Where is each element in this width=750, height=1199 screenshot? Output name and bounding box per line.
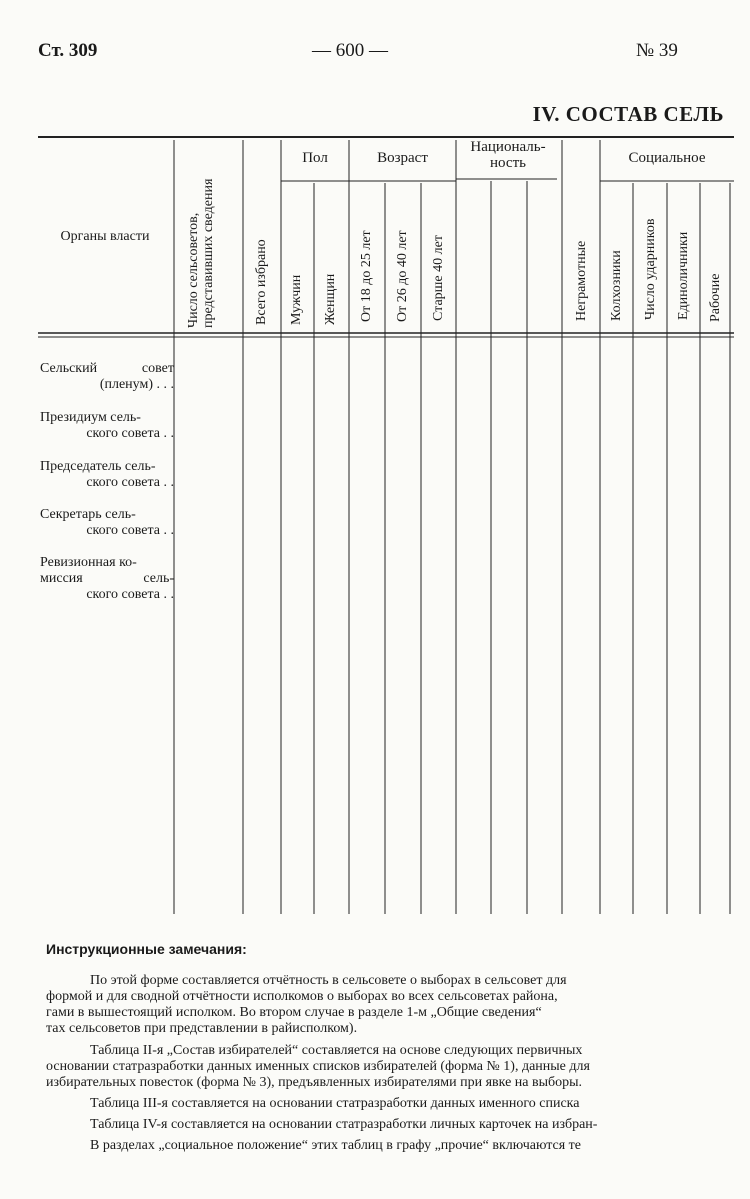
col-age-over-40: Старше 40 лет [431, 235, 446, 321]
col-age-26-40: От 26 до 40 лет [395, 230, 410, 322]
group-age: Возраст [377, 150, 428, 166]
stub-header: Органы власти [60, 229, 150, 244]
notes-paragraph-5: В разделах „социальное положение“ этих таблиц в графу „прочие“ включаются те [90, 1138, 582, 1153]
col-men: Мужчин [289, 274, 304, 325]
notes-paragraph-1: По этой форме составляется отчётность в сельсовете о выборах в сельсовет для формой и для сводной отчётности исполкомов о выборах во всех сельсоветах района, гами в вышестоящий исполком. Во втором случае в разделе 1-м „Общие сведения“ тах сельсоветов при представлении в райисполком). [46, 973, 567, 1036]
page-ref: Ст. 309 [38, 40, 98, 61]
notes-paragraph-3: Таблица III-я составляется на основании статразработки данных именного списка [90, 1096, 580, 1111]
table-title: IV. СОСТАВ СЕЛЬ [532, 102, 724, 126]
col-rabochie: Рабочие [708, 273, 723, 322]
row-label-council: Сельский совет (пленум) . . . [40, 361, 174, 392]
row-label-presidium: Президиум сель- ского совета . . [40, 410, 174, 441]
notes-paragraph-4: Таблица IV-я составляется на основании статразработки личных карточек на избран- [90, 1117, 598, 1132]
col-kolkhozniki: Колхозники [609, 250, 624, 321]
col-reporting-councils: Число сельсоветов, представивших сведения [186, 178, 216, 328]
col-total-elected: Всего избрано [254, 239, 269, 325]
col-illiterate: Неграмотные [574, 240, 589, 321]
notes-title: Инструкционные замечания: [46, 941, 247, 957]
group-nationality: Националь-ность [470, 139, 546, 171]
col-udarniki: Число ударников [643, 218, 658, 320]
page-number: — 600 — [312, 40, 388, 61]
group-sex: Пол [302, 150, 328, 166]
row-label-chairman: Председатель сель- ского совета . . [40, 459, 174, 490]
notes-paragraph-2: Таблица II-я „Состав избирателей“ составляется на основе следующих первичных основании статразработки данных именных списков избирателей (форма № 1), данные для избирательных повесток (форма № 3), предъявленных избирателями при явке на выборы. [46, 1043, 590, 1090]
col-age-18-25: От 18 до 25 лет [359, 230, 374, 322]
form-number: № 39 [636, 40, 678, 61]
col-edinolichniki: Единоличники [676, 231, 691, 320]
group-social: Социальное [628, 150, 706, 166]
row-label-secretary: Секретарь сель- ского совета . . [40, 507, 174, 538]
row-label-audit-commission: Ревизионная ко- миссия сель- ского совета . . [40, 555, 174, 602]
col-women: Женщин [323, 273, 338, 325]
